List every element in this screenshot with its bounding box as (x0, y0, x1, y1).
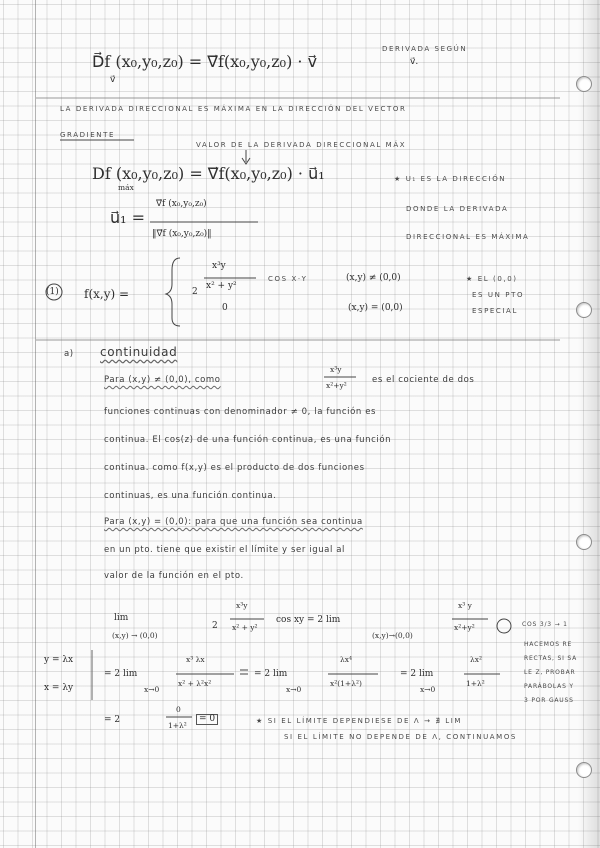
statement-line-3: VALOR DE LA DERIVADA DIRECCIONAL MÁX (196, 141, 407, 149)
exercise-number: (1) (46, 287, 59, 297)
u1-denominator: ‖∇⃗f (x₀,y₀,z₀)‖ (152, 229, 212, 239)
case2-condition: (x,y) = (0,0) (348, 303, 403, 313)
case1-condition: (x,y) ≠ (0,0) (346, 273, 401, 283)
limit-frac-num: x³y (236, 601, 248, 610)
u1-label: u⃗₁ = (110, 208, 146, 227)
limit-frac-den: x² + y² (232, 623, 258, 632)
calc-eq3: = 2 lim (400, 669, 434, 679)
statement-line-1: LA DERIVADA DIRECCIONAL ES MÁXIMA EN LA DIRECCIÓN DEL VECTOR (60, 105, 407, 113)
limit-tail: cos xy = 2 lim (276, 615, 341, 625)
note-u1-direction: ★ U₁ ES LA DIRECCIÓN (394, 175, 507, 183)
limit-frac2-num: x³ y (458, 601, 472, 610)
result-num: 0 (176, 705, 181, 714)
note-derivada-segun: DERIVADA SEGÚN (382, 45, 468, 53)
max-derivative-formula: Df (x₀,y₀,z₀) = ∇⃗f(x₀,y₀,z₀) · u⃗₁ (92, 164, 325, 183)
case1-numerator: x³y (212, 261, 226, 271)
limit-circle-mark (497, 619, 511, 633)
note-donde-derivada: DONDE LA DERIVADA (406, 205, 509, 213)
calc-eq3-under: x→0 (420, 685, 436, 694)
side-note-a: ★ EL (0,0) (466, 275, 518, 283)
formula-subscript-v: v⃗ (110, 75, 116, 85)
section-title-continuidad: continuidad (100, 345, 178, 359)
calc-eq2: = 2 lim (254, 669, 288, 679)
calc-eq2-den: x²(1+λ²) (330, 679, 362, 688)
margin-note-f: 3 POR GAUSS (524, 697, 574, 704)
p1-frac-num: x³y (330, 365, 342, 374)
result-box: = 0 (196, 714, 218, 725)
side-note-c: ESPECIAL (472, 307, 518, 315)
limit-under: (x,y) → (0,0) (112, 631, 158, 640)
substitution-a: y = λx (44, 655, 74, 665)
margin-note-c: RECTAS, SI SA (524, 655, 577, 662)
margin-note-d: LE Z, PROBAR (524, 669, 576, 676)
max-subscript: máx (118, 183, 134, 192)
note-direccional-maxima: DIRECCIONAL ES MÁXIMA (406, 233, 530, 241)
limit-under-2: (x,y)→(0,0) (372, 631, 413, 640)
u1-numerator: ∇⃗f (x₀,y₀,z₀) (156, 199, 207, 209)
note-v: v⃗. (410, 57, 419, 67)
margin-note-b: HACEMOS RE (524, 641, 573, 648)
continuity-p7: en un pto. tiene que existir el límite y ser igual al (104, 545, 346, 555)
case1-cos: COS X·Y (268, 275, 308, 283)
continuity-p8: valor de la función en el pto. (104, 571, 244, 581)
p1-frac-den: x²+y² (326, 381, 347, 390)
statement-line-2: GRADIENTE (60, 131, 116, 139)
calc-eq1-num: x³ λx (186, 655, 205, 664)
calc-eq2-num: λx⁴ (340, 655, 352, 664)
result-den: 1+λ² (168, 721, 187, 730)
limit-lim: lim (114, 613, 129, 623)
case1-denominator: x² + y² (206, 281, 237, 291)
directional-derivative-formula: D⃗f (x₀,y₀,z₀) = ∇⃗f(x₀,y₀,z₀) · v⃗ (92, 52, 318, 71)
continuity-p6: Para (x,y) = (0,0): para que una función sea continua (104, 517, 363, 527)
case2-value: 0 (222, 303, 228, 313)
margin-note-a: COS 3/3 → 1 (522, 621, 568, 628)
calc-eq1: = 2 lim (104, 669, 138, 679)
calc-eq1-den: x² + λ²x² (178, 679, 212, 688)
conclusion-note-2: SI EL LÍMITE NO DEPENDE DE Λ, CONTINUAMOS (284, 733, 517, 741)
side-note-b: ES UN PTO (472, 291, 525, 299)
exercise-circle (46, 284, 62, 300)
result-coef: = 2 (104, 715, 121, 725)
continuity-p3: continua. El cos(z) de una función continua, es una función (104, 435, 392, 445)
conclusion-note-1: ★ SI EL LÍMITE DEPENDIESE DE Λ → ∄ LIM (256, 717, 463, 725)
continuity-p1: Para (x,y) ≠ (0,0), como (104, 375, 221, 385)
continuity-p4: continua. como f(x,y) es el producto de dos funciones (104, 463, 365, 473)
continuity-p1-tail: es el cociente de dos (372, 375, 475, 385)
function-lhs: f(x,y) = (84, 287, 130, 301)
calc-eq2-under: x→0 (286, 685, 302, 694)
calc-eq3-den: 1+λ² (466, 679, 485, 688)
calc-eq1-under: x→0 (144, 685, 160, 694)
case1-coefficient: 2 (192, 287, 198, 297)
continuity-p5: continuas, es una función continua. (104, 491, 277, 501)
margin-note-e: PARÁBOLAS Y (524, 683, 574, 690)
limit-frac2-den: x²+y² (454, 623, 475, 632)
calc-eq3-num: λx² (470, 655, 482, 664)
piecewise-brace (166, 258, 180, 326)
continuity-p2: funciones continuas con denominador ≠ 0, la función es (104, 407, 377, 417)
limit-coef: 2 (212, 621, 218, 631)
section-label-a: a) (64, 349, 74, 359)
substitution-b: x = λy (44, 683, 74, 693)
